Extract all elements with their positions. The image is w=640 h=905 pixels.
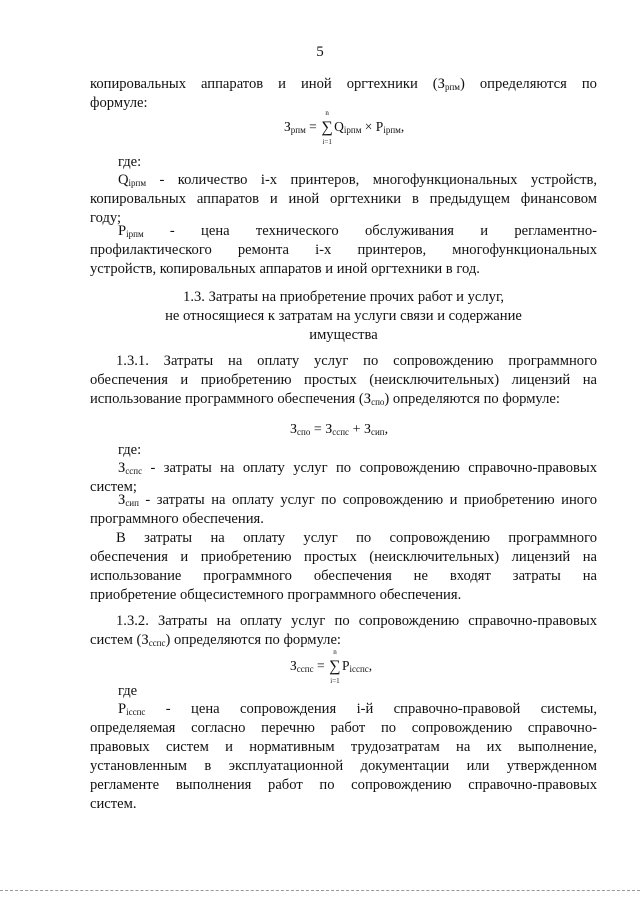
formula-spo: $З_{спо} = З_{сспс} + З_{сип}$, — [290, 422, 389, 437]
definition-q-cont: копировальных аппаратов и иной оргтехники в предыдущем финансовом году; — [90, 191, 597, 226]
formula-rpm: $З_{рпм}$ = ∑ n i=1 $Q_{iрпм} \times P_{iрпм}$, — [284, 109, 405, 147]
note-paragraph: В затраты на оплату услуг по сопровождению программного обеспечения и приобретению простых (неисключительных) лицензий на использование программного обеспечения не входят затраты на приобретение общесистемного программного обеспечения. — [90, 530, 597, 603]
where-label-3: где — [118, 683, 138, 699]
definition-isspc: $P_{iсспс}$ - цена сопровождения i-й справочно-правовой системы, — [118, 701, 597, 717]
formula-sspc: $З_{сспс}$ = ∑ n i=1 $P_{iсспс}$, — [290, 648, 373, 686]
scan-edge-line — [0, 890, 640, 893]
definition-sip: $З_{сип}$ - затраты на оплату услуг по сопровождению и приобретению иного — [118, 492, 597, 508]
section-1-3-2: 1.3.2. Затраты на оплату услуг по сопровождению справочно-правовых систем $(З_{сспс})$ определяются по формуле: — [90, 613, 597, 648]
definition-sspc-cont: систем; — [90, 479, 137, 495]
section-1-3-1: 1.3.1. Затраты на оплату услуг по сопровождению программного обеспечения и приобретению простых (неисключительных) лицензий на использование программного обеспечения $(З_{спо})$ определяются по формуле: — [90, 353, 597, 407]
definition-q: $Q_{iрпм}$ - количество i-х принтеров, многофункциональных устройств, — [118, 172, 597, 188]
intro-line-1: копировальных аппаратов и иной оргтехники $(З_{рпм})$ определяются по — [90, 76, 597, 92]
where-label-2: где: — [118, 442, 142, 458]
page-number: 5 — [316, 44, 324, 60]
sum-symbol: ∑ n i=1 — [329, 648, 341, 686]
definition-p: $P_{iрпм}$ - цена технического обслуживания и регламентно- — [118, 223, 597, 239]
intro-line-2: формуле: — [90, 95, 148, 111]
definition-p-cont: профилактического ремонта i-х принтеров, многофункциональных устройств, копировальных аппаратов и иной оргтехники в год. — [90, 242, 597, 277]
definition-sspc: $З_{сспс}$ - затраты на оплату услуг по сопровождению справочно-правовых — [118, 460, 597, 476]
section-heading: 1.3. Затраты на приобретение прочих работ и услуг, не относящиеся к затратам на услуги связи и содержание имущества — [165, 289, 522, 343]
definition-sip-cont: программного обеспечения. — [90, 511, 264, 527]
intro-paragraph — [90, 75, 597, 113]
sum-symbol: ∑ n i=1 — [321, 109, 333, 147]
where-label-1: где: — [118, 154, 142, 170]
definition-isspc-cont: определяемая согласно перечню работ по сопровождению справочно- правовых систем и нормативным трудозатратам на их выполнение, установленным в эксплуатационной документации или утвержденном регламенте выполнения работ по сопровождению справочно-правовых систем. — [90, 720, 597, 812]
